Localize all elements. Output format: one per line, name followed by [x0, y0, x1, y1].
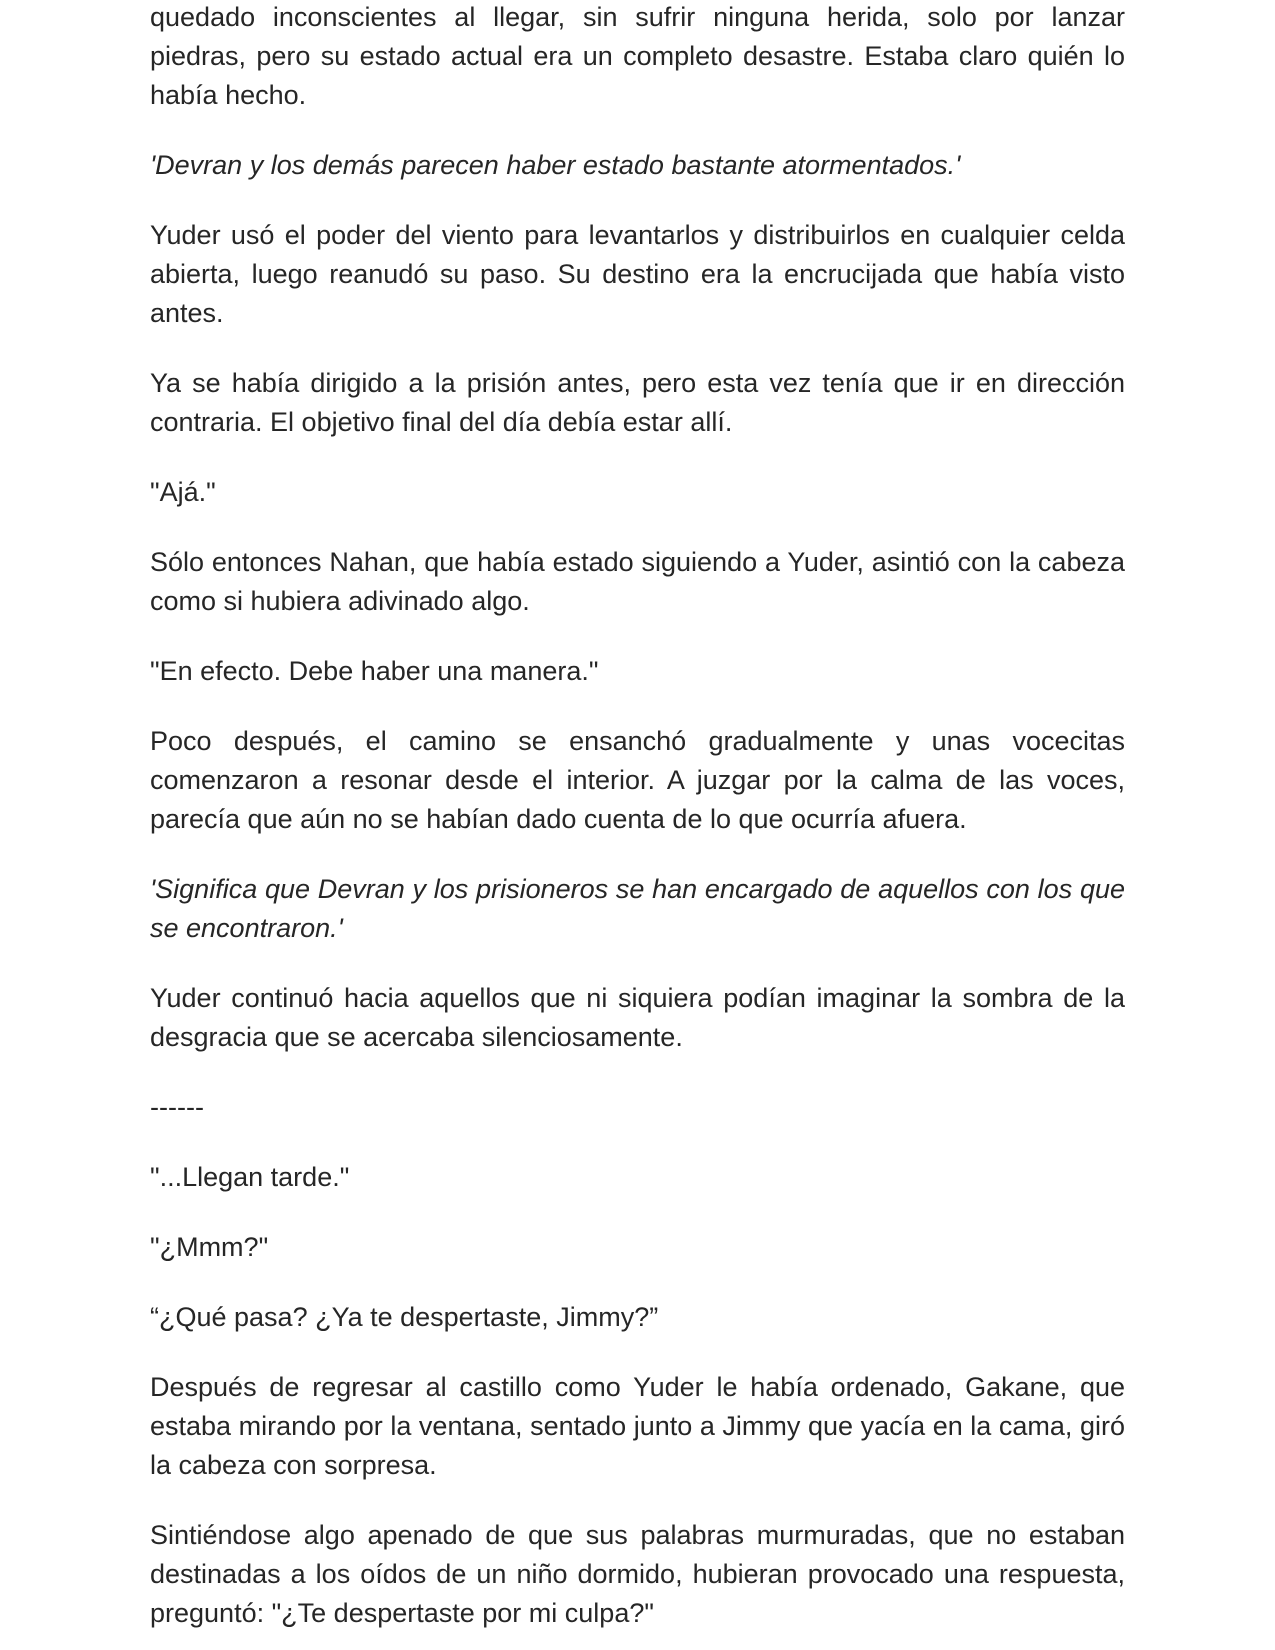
paragraph-dialogue-mmm: "¿Mmm?" — [150, 1232, 269, 1262]
paragraph-aja: "Ajá." — [150, 477, 216, 507]
paragraph-dialogue-tarde: "...Llegan tarde." — [150, 1162, 350, 1192]
paragraph-prison-direction: Ya se había dirigido a la prisión antes, pero esta vez tenía que ir en dirección contraria. El objetivo final del día debía estar allí. — [150, 368, 1125, 437]
paragraph-gakane-asks: Sintiéndose algo apenado de que sus palabras murmuradas, que no estaban destinadas a los oídos de un niño dormido, hubieran provocado una respuesta, preguntó: "¿Te despertaste por mi culpa?" — [150, 1520, 1125, 1628]
paragraph-path-widens: Poco después, el camino se ensanchó gradualmente y unas vocecitas comenzaron a resonar desde el interior. A juzgar por la calma de las voces, parecía que aún no se habían dado cuenta de lo que ocurría afuera. — [150, 726, 1125, 834]
paragraph-nahan-nods: Sólo entonces Nahan, que había estado siguiendo a Yuder, asintió con la cabeza como si hubiera adivinado algo. — [150, 547, 1125, 616]
paragraph-dialogue-jimmy: “¿Qué pasa? ¿Ya te despertaste, Jimmy?” — [150, 1302, 659, 1332]
document-page — [150, 0, 1125, 1650]
paragraph-thought-prisoners: 'Significa que Devran y los prisioneros se han encargado de aquellos con los que se encontraron.' — [150, 874, 1125, 943]
paragraph-yuder-continues: Yuder continuó hacia aquellos que ni siquiera podían imaginar la sombra de la desgracia que se acercaba silenciosamente. — [150, 983, 1125, 1052]
paragraph-dialogue-manera: "En efecto. Debe haber una manera." — [150, 656, 599, 686]
scene-separator: ------ — [150, 1092, 204, 1122]
paragraph-thought-devran: 'Devran y los demás parecen haber estado bastante atormentados.' — [150, 150, 961, 180]
paragraph-gakane-window: Después de regresar al castillo como Yuder le había ordenado, Gakane, que estaba mirando por la ventana, sentado junto a Jimmy que yacía en la cama, giró la cabeza con sorpresa. — [150, 1372, 1125, 1480]
paragraph-continuation: quedado inconscientes al llegar, sin sufrir ninguna herida, solo por lanzar piedras, pero su estado actual era un completo desastre. Estaba claro quién lo había hecho. — [150, 2, 1125, 110]
paragraph-yuder-wind: Yuder usó el poder del viento para levantarlos y distribuirlos en cualquier celda abierta, luego reanudó su paso. Su destino era la encrucijada que había visto antes. — [150, 220, 1125, 328]
